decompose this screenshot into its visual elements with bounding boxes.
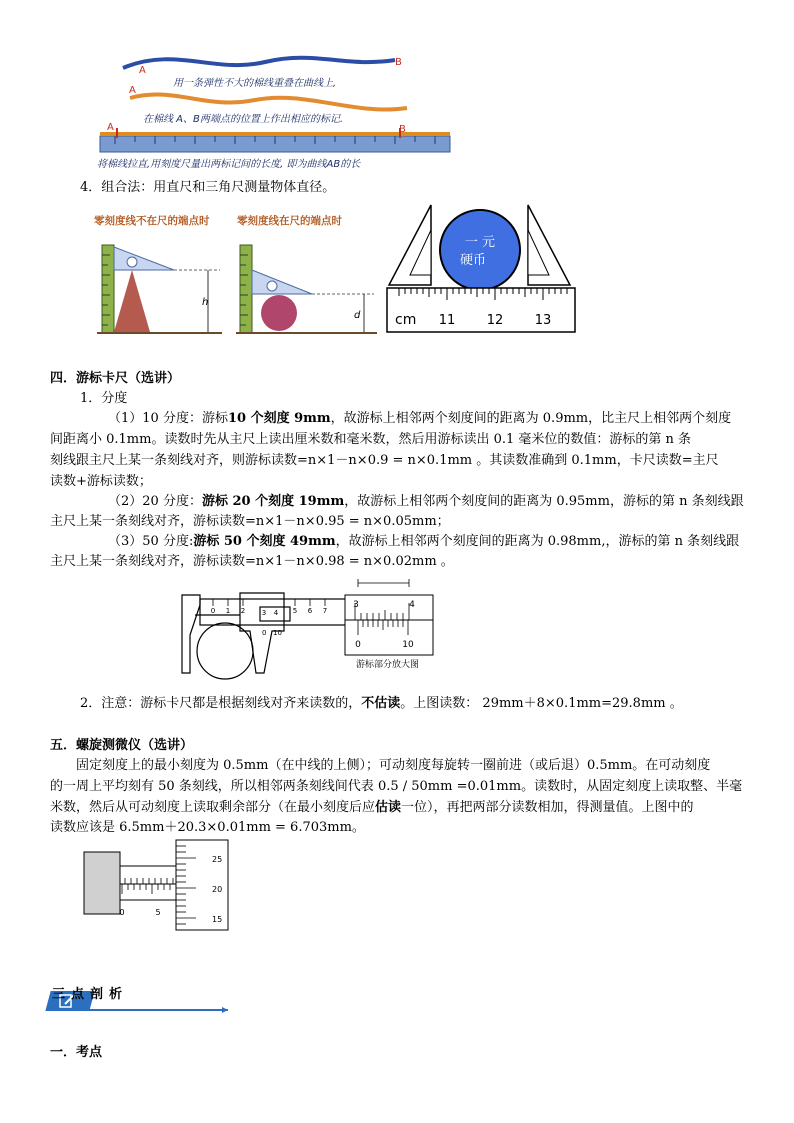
note-line: 2．注意：游标卡尺都是根据刻线对齐来读数的，不估读。上图读数： 29mm＋8×0.1mm=29.8mm 。 <box>80 696 683 711</box>
label-h: h <box>202 297 209 308</box>
coin-line1: 一 元 <box>464 235 496 250</box>
zoom-top-3: 3 <box>353 600 359 610</box>
label-b-3: B <box>399 124 406 135</box>
main-tick-4: 4 <box>273 609 279 617</box>
p2-line2: 主尺上某一条刻线对齐，游标读数=n×1－n×0.95 = n×0.05mm； <box>50 514 450 529</box>
ruler-unit: cm <box>395 312 417 328</box>
p1-line3: 刻线跟主尺上某一条刻线对齐，则游标读数=n×1－n×0.9 = n×0.1mm 。其读数准确到 0.1mm，卡尺读数=主尺 <box>50 453 719 468</box>
label-b-1: B <box>395 57 402 68</box>
section4-sub1: 1．分度 <box>80 391 128 406</box>
coin-line2: 硬币 <box>459 253 487 268</box>
label-d: d <box>354 310 361 321</box>
fixed-tick-0: 0 <box>119 908 125 917</box>
thimble-tick-25: 25 <box>212 855 223 864</box>
zoom-bottom-0: 0 <box>355 640 361 650</box>
label-a-3: A <box>107 122 114 133</box>
coin-diameter-figure <box>385 200 580 340</box>
label-a-1: A <box>139 65 146 76</box>
tick-12: 12 <box>486 313 504 328</box>
p3-line1: （3）50 分度:游标 50 个刻度 49mm，故游标上相邻两个刻度间的距离为 0.98mm,，游标的第 n 条刻线跟 <box>108 534 740 549</box>
fixed-tick-5: 5 <box>155 908 161 917</box>
s5-line1: 固定刻度上的最小刻度为 0.5mm（在中线的上侧）；可动刻度每旋转一圈前进（或后退）0.5mm。在可动刻度 <box>76 758 711 773</box>
main-tick-3: 3 <box>261 609 267 617</box>
title-left: 零刻度线不在尺的端点时 <box>94 215 210 227</box>
micrometer-figure <box>82 838 232 933</box>
vernier-caliper-figure <box>180 575 440 687</box>
caption-3: 将棉线拉直,用刻度尺量出两标记间的长度, 即为曲线AB的长 <box>97 159 361 170</box>
main-tick-1: 1 <box>225 607 231 615</box>
main-tick-6: 6 <box>307 607 313 615</box>
zoom-bottom-10: 10 <box>402 640 414 650</box>
coin <box>440 210 520 290</box>
title-right: 零刻度线在尺的端点时 <box>237 215 342 227</box>
p1-line4: 读数+游标读数； <box>50 474 152 489</box>
main-tick-7: 7 <box>322 607 328 615</box>
zoom-caption: 游标部分放大图 <box>356 660 420 670</box>
s5-line3: 米数，然后从可动刻度上读取剩余部分（在最小刻度后应估读一位），再把两部分读数相加，得测量值。上图中的 <box>50 800 694 815</box>
vernier-tick-0: 0 <box>262 629 267 637</box>
curve-orange <box>130 95 407 110</box>
p1-line1: （1）10 分度：游标10 个刻度 9mm，故游标上相邻两个刻度间的距离为 0.9mm，比主尺上相邻两个刻度 <box>108 411 732 426</box>
p1-line2: 间距离小 0.1mm。读数时先从主尺上读出厘米数和毫米数，然后用游标读出 0.1 毫米位的数值：游标的第 n 条 <box>50 432 692 447</box>
main-tick-0: 0 <box>210 607 216 615</box>
main-tick-2: 2 <box>240 607 246 615</box>
vernier-tick-10: 10 <box>273 629 282 637</box>
caption-2: 在棉线 A、B两端点的位置上作出相应的标记. <box>143 114 344 125</box>
s5-line4: 读数应该是 6.5mm＋20.3×0.01mm = 6.703mm。 <box>50 820 365 835</box>
s5-line2: 的一周上平均刻有 50 条刻线，所以相邻两条刻线间代表 0.5 / 50mm =0.01mm。读数时，从固定刻度上读取整、半毫 <box>50 779 743 794</box>
zoom-top-4: 4 <box>409 600 415 610</box>
section-header-banner <box>48 983 228 1011</box>
combination-method-figure <box>92 210 382 340</box>
kaodian-title: 一．考点 <box>50 1045 103 1060</box>
thimble-tick-20: 20 <box>212 885 223 894</box>
item-4-text: 4．组合法：用直尺和三角尺测量物体直径。 <box>80 180 336 195</box>
p2-line1: （2）20 分度：游标 20 个刻度 19mm，故游标上相邻两个刻度间的距离为 0.95mm，游标的第 n 条刻线跟 <box>108 494 744 509</box>
label-a-2: A <box>129 85 136 96</box>
main-tick-5: 5 <box>292 607 298 615</box>
tick-13: 13 <box>534 313 552 328</box>
thimble-tick-15: 15 <box>212 915 223 924</box>
string-measure-figure <box>95 48 455 173</box>
section5-title: 五．螺旋测微仪（选讲） <box>50 738 194 753</box>
tick-11: 11 <box>438 313 456 328</box>
section4-title: 四．游标卡尺（选讲） <box>50 371 181 386</box>
p3-line2: 主尺上某一条刻线对齐，游标读数=n×1－n×0.98 = n×0.02mm 。 <box>50 554 454 569</box>
section-header-text: 三点剖析 <box>52 987 129 1002</box>
caption-1: 用一条弹性不大的棉线重叠在曲线上, <box>173 78 337 89</box>
curve-blue <box>123 58 395 68</box>
